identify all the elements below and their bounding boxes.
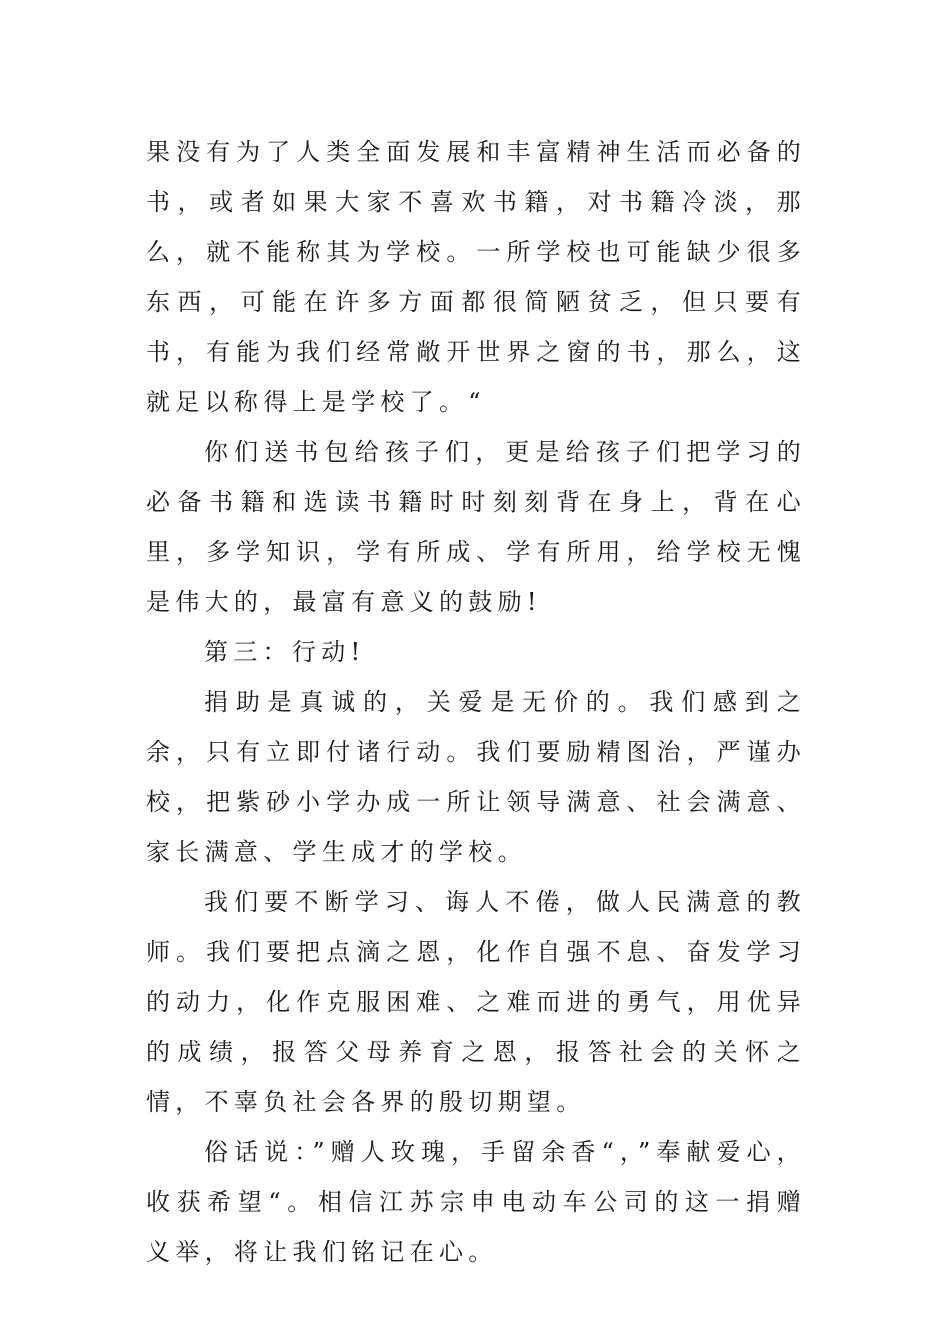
paragraph-schoolbags: 你们送书包给孩子们，更是给孩子们把学习的必备书籍和选读书籍时时刻刻背在身上，背在心里，多学知识，学有所成、学有所用，给学校无愧是伟大的，最富有意义的鼓励! <box>146 438 806 616</box>
paragraph-proverb: 俗话说：”赠人玫瑰，手留余香“，”奉献爱心，收获希望“。相信江苏宗申电动车公司的这一捐赠义举，将让我们铭记在心。 <box>146 1138 806 1266</box>
document-body <box>146 127 806 1277</box>
section-heading-action: 第三：行动! <box>204 638 366 666</box>
paragraph-teachers: 我们要不断学习、诲人不倦，做人民满意的教师。我们要把点滴之恩，化作自强不息、奋发学习的动力，化作克服困难、之难而进的勇气，用优异的成绩，报答父母养育之恩，报答社会的关怀之情，不辜负社会各界的殷切期望。 <box>146 888 806 1116</box>
paragraph-donation: 捐助是真诚的，关爱是无价的。我们感到之余，只有立即付诸行动。我们要励精图治，严谨办校，把紫砂小学办成一所让领导满意、社会满意、家长满意、学生成才的学校。 <box>146 688 806 866</box>
paragraph-continuation: 果没有为了人类全面发展和丰富精神生活而必备的书，或者如果大家不喜欢书籍，对书籍冷淡，那么，就不能称其为学校。一所学校也可能缺少很多东西，可能在许多方面都很简陋贫乏，但只要有书，有能为我们经常敞开世界之窗的书，那么，这就足以称得上是学校了。“ <box>146 138 806 416</box>
